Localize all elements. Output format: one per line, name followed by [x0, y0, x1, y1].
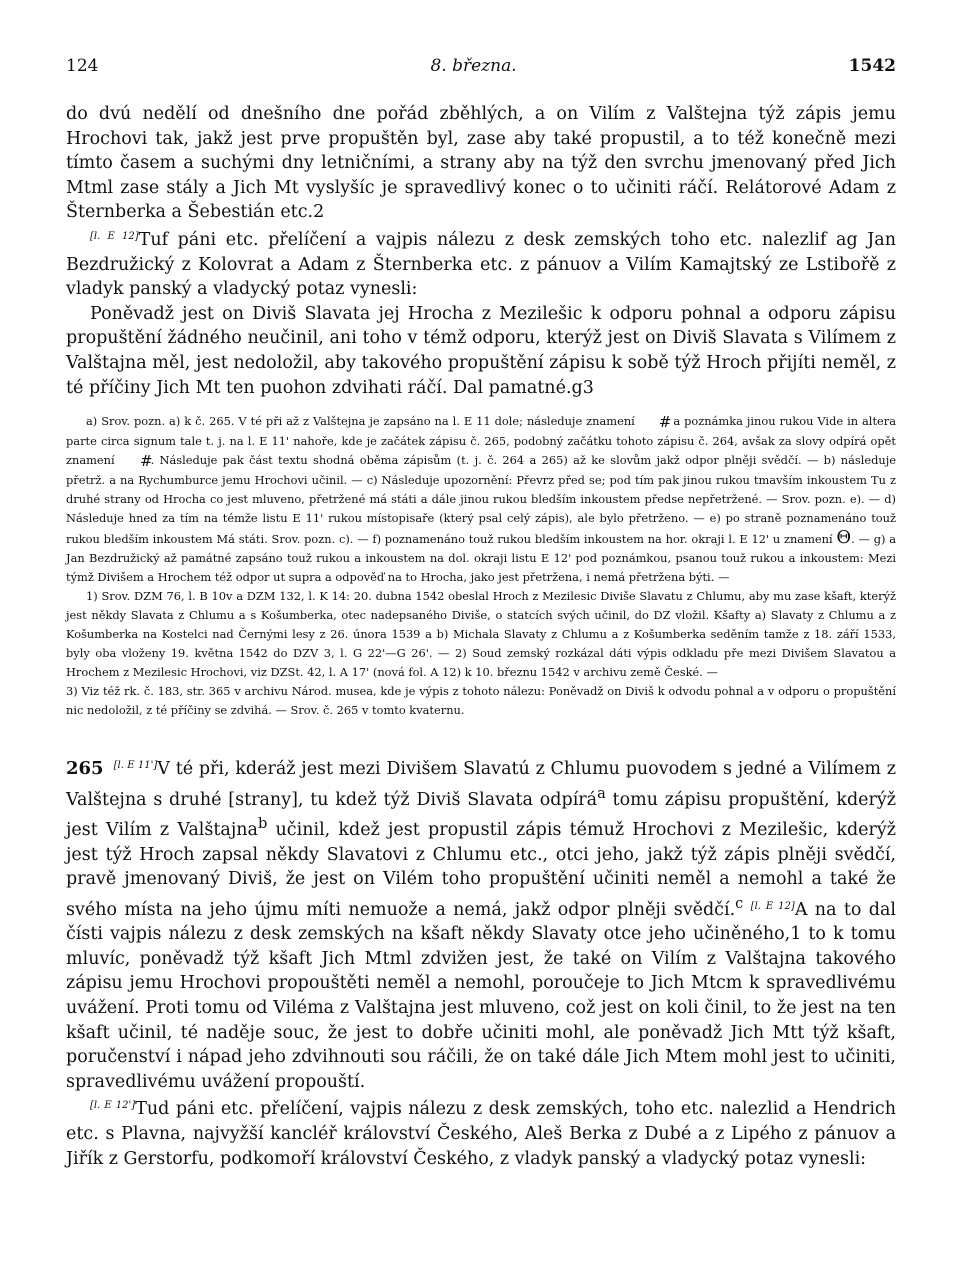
- margin-reference: [l. E 11']: [113, 760, 158, 772]
- entry-265: [66, 754, 896, 1171]
- hash-sign-icon: #: [658, 413, 670, 432]
- margin-reference: [l. E 12]: [750, 900, 795, 912]
- entry-text-d: A na to dal čísti vajpis nálezu z desk zemských na kšaft někdy Slavaty otce jeho učiněného,1 to k tomu mluvíc, poněvadž týž kšaft Jich Mtml zdvižen jest, že také on Vilím z Valštajna takového zápisu jemu Hrochovi propouštěti neměl a nemohl, poroučeje to Jich Mtcm k spravedlivému uvážení. Proti tomu od Viléma z Valštajna jest mluveno, což jest on koli činil, to že jest na ten kšaft učinil, té naděje souc, že jest to dobře učiniti mohl, ale poněvadž Jich Mtt týž kšaft, poručenství i nápad jeho zdvihnouti sou ráčili, že on také dále Jich Mtem mohl jest to učiniti, spravedlivému uvážení propouští.: [66, 899, 896, 1092]
- footnote-3: 3) Viz též rk. č. 183, str. 365 v archivu Národ. musea, kde je výpis z tohoto nálezu: Poněvadž on Diviš k odvodu pohnal a v odporu o propuštění nic nedoložil, z té příčiny se zdvihá. — Srov. č. 265 v tomto kvaternu.: [66, 684, 896, 718]
- entry-paragraph-2: [66, 1094, 896, 1171]
- header-year: 1542: [848, 56, 896, 76]
- page-number: 124: [66, 56, 99, 76]
- entry-text-c: učinil, kdež jest propustil zápis témuž Hrochovi z Mezilešic, kderýž jest týž Hroch zapsal někdy Slavatovi z Chlumu etc., otci jeho, jakž týž zápis plněji svědčí, pravě jmenovaný Diviš, že jest on Vilém toho propuštění učiniti neměl a nemohl a také že svého místa na jeho újmu míti nemuože a nemá, jakž odpor plněji svědčí.: [66, 819, 896, 920]
- footnote-a-part-1: a) Srov. pozn. a) k č. 265. V té při až z Valštejna je zapsáno na l. E 11 dole; následuje znamení: [86, 414, 635, 429]
- footnote-a-part-4: . — g) a Jan Bezdružický až památné zapsáno touž rukou a inkoustem na dol. okraji listu E 12' pod poznámkou, psanou touž rukou a inkoustem: Mezi týmž Divišem a Hrochem též odpor ut supra a odpověď na to Hrocha, jako jest přetržena, i nemá přetržena býti. —: [66, 532, 897, 585]
- entry-text-b: tomu zápisu propuštění, kderýž jest Vilím z Valštajna: [66, 789, 896, 840]
- paragraph-2-text: Tuf páni etc. přelíčení a vajpis nálezu z desk zemských toho etc. nalezlif ag Jan Bezdružický z Kolovrat a Adam z Šternberka etc. z pánuov a Vilím Kamajtský ze Lstibořě z vladyk panský a vladycký potaz vynesli:: [66, 229, 897, 300]
- entry-number: 265: [66, 758, 104, 780]
- entry-paragraph-1: [66, 754, 896, 1094]
- footnote-textual: [66, 412, 896, 587]
- header-date: 8. března.: [430, 56, 517, 76]
- note-mark: a: [597, 784, 606, 802]
- theta-sign-icon: Θ: [836, 527, 852, 549]
- footnote-a-part-2: a poznámka jinou rukou Vide in altera parte circa signum tale t. j. na l. E 11' nahoře, kde je začátek zápisu č. 265, podobný začátku tohoto zápisu č. 264, avšak za slovy odpírá opět znamení: [66, 414, 897, 468]
- entry-text-a: V té při, kderáž jest mezi Divišem Slavatú z Chlumu puovodem s jedné a Vilímem z Valštejna s druhé [strany], tu kdež týž Diviš Slavata odpírá: [66, 759, 896, 810]
- footnotes: [66, 412, 896, 720]
- main-text: [66, 102, 896, 400]
- margin-reference: [l. E 12']: [90, 1100, 136, 1112]
- running-header: [66, 56, 896, 76]
- margin-reference: [l. E 12]: [90, 230, 139, 242]
- paragraph-1: do dvú nedělí od dnešního dne pořád zběhlých, a on Vilím z Valštejna týž zápis jemu Hrochovi tak, jakž jest prve propuštěn byl, zase aby také propustil, a to též konečně mezi tímto časem a suchými dny letničními, a strany aby na týž den svrchu jmenovaný před Jich Mtml zase stály a Jich Mt vyslyšíc je spravedlivý konec o to učiniti ráčí. Relátorové Adam z Šternberka a Šebestián etc.2: [66, 104, 896, 223]
- hash-sign-icon: #: [140, 452, 151, 471]
- paragraph-2: [66, 225, 896, 302]
- note-mark: b: [257, 815, 268, 833]
- footnote-a-part-3: . Následuje pak část textu shodná oběma zápisům (t. j. č. 264 a 265) až ke slovům jakž odpor plněji svědčí. — b) následuje přetrž. a na Rychumburce jemu Hrochovi učinil. — c) Následuje upozornění: Převrz před se; pod tím pak jinou rukou tmavším inkoustem Tu z druhé strany od Hrocha co jest mluveno, přetržené má státi a dále jinou rukou bledším inkoustem předse nepřetržené. — Srov. pozn. e). — d) Následuje hned za tím na témže listu E 11' rukou místopisaře (který psal celý zápis), ale bylo přetrženo. — e) po straně poznamenáno touž rukou bledším inkoustem Má státi. Srov. pozn. c). — f) poznamenáno touž rukou bledším inkoustem na hor. okraji l. E 12' u znamení: [66, 453, 897, 547]
- footnote-1-2: 1) Srov. DZM 76, l. B 10v a DZM 132, l. K 14: 20. dubna 1542 obeslal Hroch z Mezilesic Diviše Slavatu z Chlumu, aby mu zase kšaft, kterýž jest někdy Slavata z Chlumu a s Košumberka, otec nadepsaného Diviše, o statcích svých učinil, do DZ vložil. Kšafty a) Slavaty z Chlumu a z Košumberka na Kostelci nad Černými lesy z 26. února 1539 a b) Michala Slavaty z Chlumu a z Košumberka seděním tamže z 18. září 1533, byly oba vloženy 19. května 1542 do DZV 3, l. G 22'—G 26'. — 2) Soud zemský rozkázal dáti výpis odkladu pře mezi Divišem Slavatou a Hrochem z Mezilesic Hrochovi, viz DZSt. 42, l. A 17' (nová fol. A 12) k 10. březnu 1542 v archivu země České. —: [66, 589, 896, 680]
- paragraph-3: Poněvadž jest on Diviš Slavata jej Hrocha z Mezilešic k odporu pohnal a odporu zápisu propuštění žádného neučinil, ani toho v témž odporu, kterýž jest on Diviš Slavata s Vilímem z Valštajna měl, jest nedoložil, aby takového propuštění zápisu k sobě týž Hroch přijíti neměl, z té příčiny Jich Mt ten puohon zdvihati ráčí. Dal pamatné.g3: [66, 303, 896, 398]
- note-mark: c: [735, 894, 744, 912]
- page: [66, 56, 896, 1171]
- entry-text-e: Tud páni etc. přelíčení, vajpis nálezu z desk zemských, toho etc. nalezlid a Hendrich etc. s Plavna, najvyžší kancléř království Českého, Aleš Berka z Dubé a z Lipého z pánuov a Jiřík z Gerstorfu, podkomoří království Českého, z vladyk panský a vladycký potaz vynesli:: [66, 1099, 897, 1169]
